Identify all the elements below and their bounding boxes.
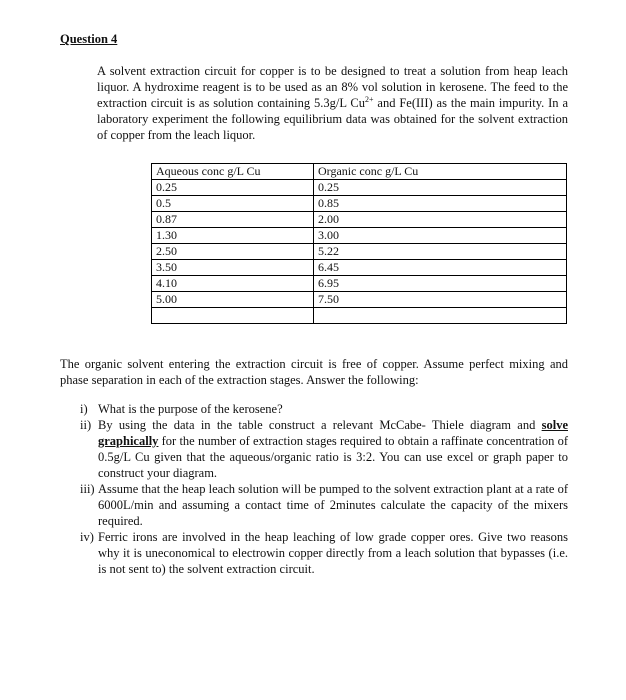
- organic-cell: 5.22: [314, 244, 567, 260]
- equilibrium-data-table: [151, 163, 567, 324]
- table-row-empty: [152, 308, 567, 324]
- aqueous-cell: 5.00: [152, 292, 314, 308]
- question-text: What is the purpose of the kerosene?: [98, 402, 283, 416]
- organic-cell: 6.95: [314, 276, 567, 292]
- table-row: [152, 276, 567, 292]
- question-item: [80, 401, 568, 417]
- question-item: [80, 529, 568, 577]
- aqueous-cell: 1.30: [152, 228, 314, 244]
- question-number: iii): [80, 482, 95, 496]
- table-row: [152, 244, 567, 260]
- aqueous-cell: 2.50: [152, 244, 314, 260]
- empty-cell: [314, 308, 567, 324]
- question-text-a: By using the data in the table construct a relevant McCabe- Thiele diagram and: [98, 418, 542, 432]
- organic-cell: 2.00: [314, 212, 567, 228]
- question-number: i): [80, 402, 88, 416]
- organic-cell: 7.50: [314, 292, 567, 308]
- question-item: [80, 417, 568, 481]
- assumption-paragraph: The organic solvent entering the extraction circuit is free of copper. Assume perfect mixing and phase separation in each of the extraction stages. Answer the following:: [60, 357, 568, 387]
- aqueous-cell: 0.25: [152, 180, 314, 196]
- aqueous-cell: 4.10: [152, 276, 314, 292]
- question-number: iv): [80, 530, 94, 544]
- header-aqueous: Aqueous conc g/L Cu: [152, 164, 314, 180]
- aqueous-cell: 0.5: [152, 196, 314, 212]
- question-list: [80, 401, 568, 577]
- aqueous-cell: 0.87: [152, 212, 314, 228]
- question-text: Ferric irons are involved in the heap leaching of low grade copper ores. Give two reasons why it is uneconomical to electrowin copper directly from a leach solution that bypasses (i.e. is not sent to) the solvent extraction circuit.: [98, 530, 568, 576]
- question-text-c: for the number of extraction stages required to obtain a raffinate concentration of 0.5g/L Cu given that the aqueous/organic ratio is 3:2. You can use excel or graph paper to construct your diagram.: [98, 434, 568, 480]
- table-row: [152, 212, 567, 228]
- intro-text-part2: and Fe(III) as the main impurity. In a laboratory experiment the following equilibrium data was obtained for the solvent extraction of copper from the leach liquor.: [97, 96, 568, 142]
- intro-text-part1: A solvent extraction circuit for copper is to be designed to treat a solution from heap leach liquor. A hydroxime reagent is to be used as an 8% vol solution in kerosene. The feed to the extraction circuit is as solution containing 5.3g/L Cu: [97, 64, 568, 110]
- question-number: ii): [80, 418, 92, 432]
- intro-paragraph: [97, 63, 568, 143]
- table-row: [152, 196, 567, 212]
- emphasis-solve: solve: [541, 418, 568, 432]
- organic-cell: 0.25: [314, 180, 567, 196]
- organic-cell: 3.00: [314, 228, 567, 244]
- question-item: [80, 481, 568, 529]
- aqueous-cell: 3.50: [152, 260, 314, 276]
- organic-cell: 6.45: [314, 260, 567, 276]
- header-organic: Organic conc g/L Cu: [314, 164, 567, 180]
- question-title: Question 4: [60, 32, 118, 46]
- table-header-row: [152, 164, 567, 180]
- table-row: [152, 292, 567, 308]
- empty-cell: [152, 308, 314, 324]
- charge-superscript: 2+: [365, 94, 374, 104]
- emphasis-graphically: graphically: [98, 434, 159, 448]
- question-text: Assume that the heap leach solution will be pumped to the solvent extraction plant at a rate of 6000L/min and assuming a contact time of 2minutes calculate the capacity of the mixers required.: [98, 482, 568, 528]
- table-row: [152, 260, 567, 276]
- table-row: [152, 180, 567, 196]
- table-row: [152, 228, 567, 244]
- organic-cell: 0.85: [314, 196, 567, 212]
